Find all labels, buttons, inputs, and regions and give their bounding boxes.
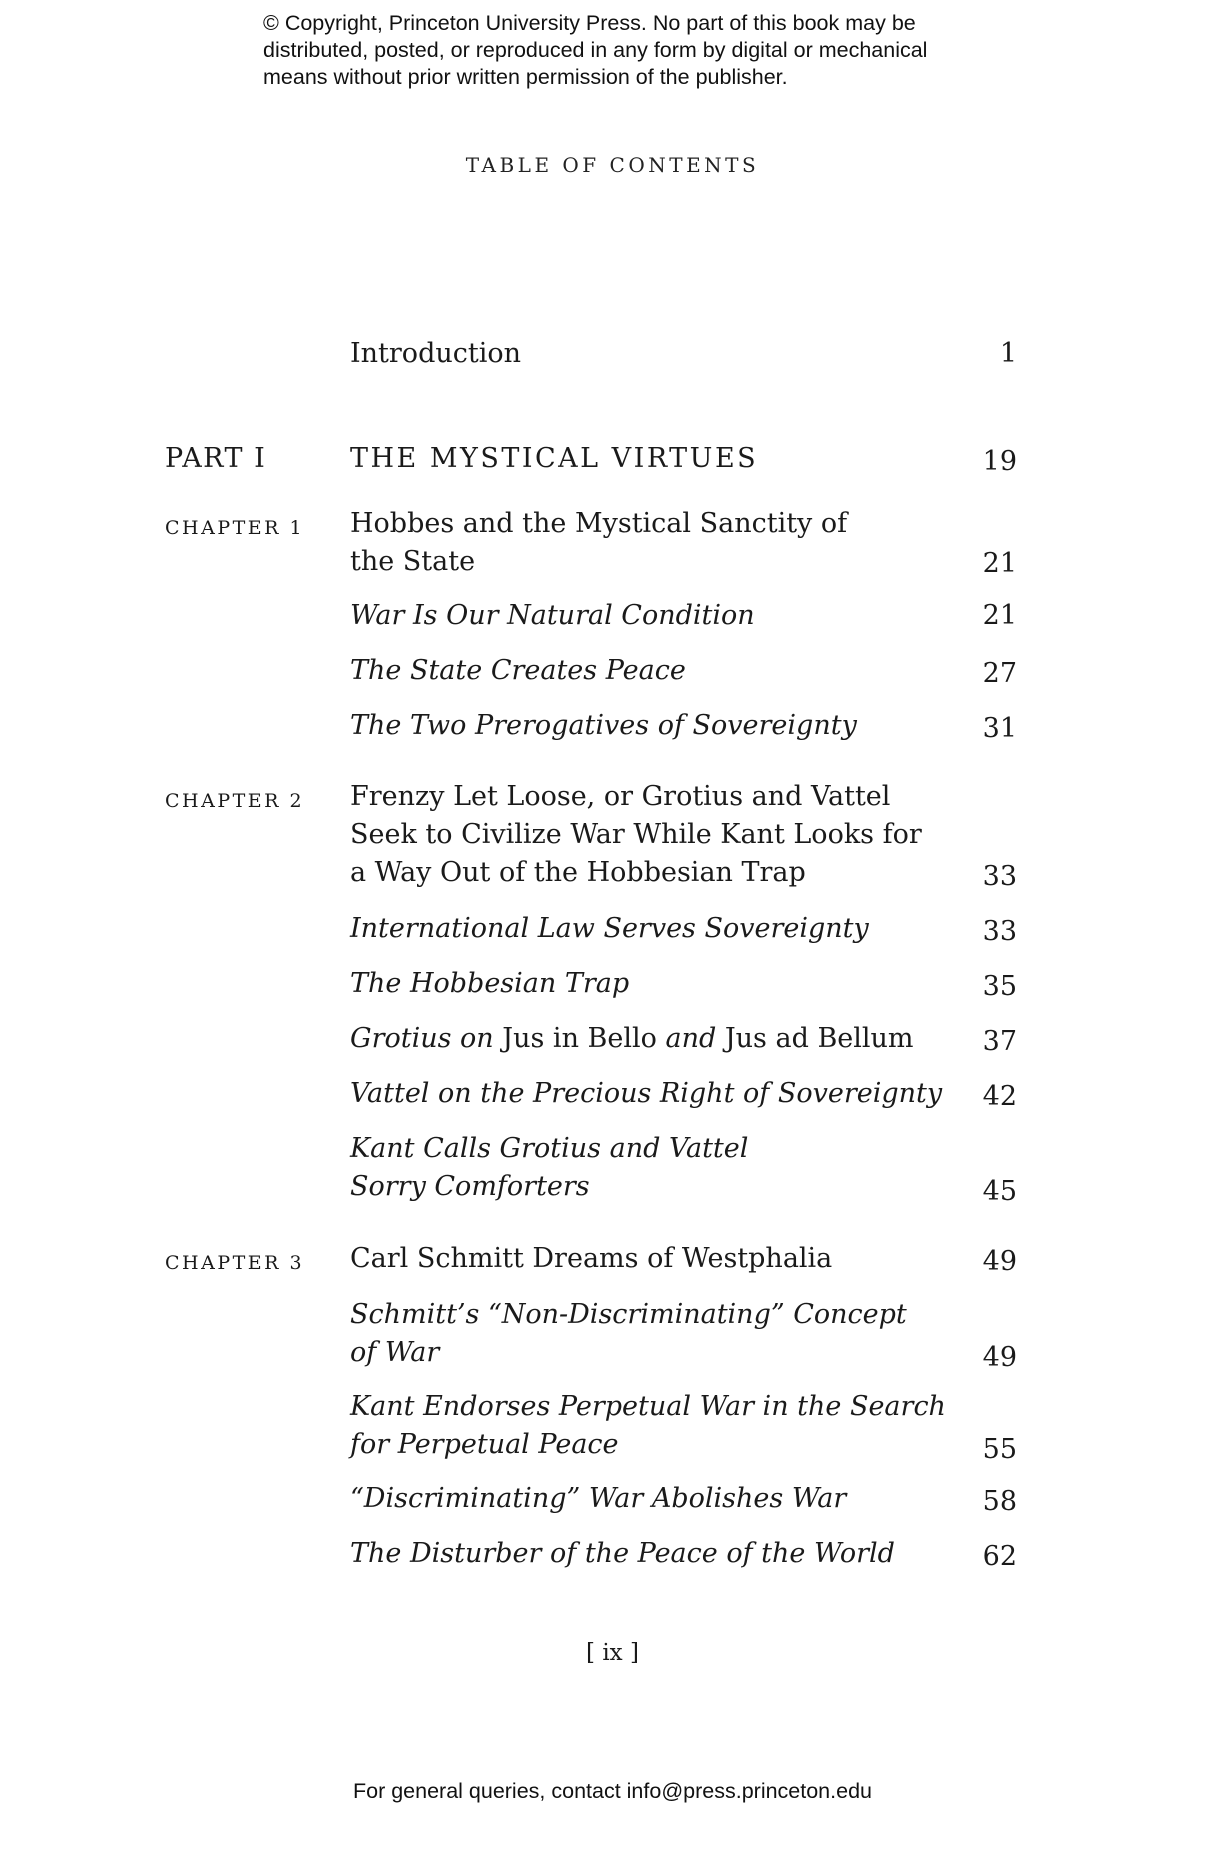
entry-title (350, 1020, 914, 1058)
page-number: 55 (982, 1434, 1017, 1465)
part-label: PART I (165, 443, 267, 474)
entry-title: Introduction (350, 338, 521, 369)
chapter-label: CHAPTER 2 (165, 790, 305, 812)
page-number: 62 (982, 1541, 1017, 1572)
title-roman-part: Jus in Bello (502, 1023, 657, 1054)
title-roman-part: Jus ad Bellum (724, 1023, 914, 1054)
entry-title: Schmitt’s “Non-Discriminating” Concept of War (350, 1299, 907, 1368)
entry-title: THE MYSTICAL VIRTUES (350, 443, 759, 474)
entry-title: Frenzy Let Loose, or Grotius and Vattel Seek to Civilize War While Kant Looks for a Way Out of the Hobbesian Trap (350, 781, 922, 888)
copyright-line: © Copyright, Princeton University Press. No part of this book may be (263, 11, 916, 35)
page-number: 49 (982, 1246, 1017, 1277)
title-italic-part: and (656, 1023, 725, 1054)
page-number: 37 (982, 1026, 1017, 1057)
page-number: 33 (982, 861, 1017, 892)
page-number: 33 (982, 916, 1017, 947)
page-number: 58 (982, 1486, 1017, 1517)
page-number: 35 (982, 971, 1017, 1002)
page-number: 31 (982, 713, 1017, 744)
page-number: 21 (982, 548, 1017, 579)
page-number: 1 (999, 338, 1017, 369)
entry-title: International Law Serves Sovereignty (350, 913, 869, 944)
copyright-line: means without prior written permission of the publisher. (263, 65, 788, 89)
page-number: 21 (982, 600, 1017, 631)
page-number: 45 (982, 1176, 1017, 1207)
title-italic-part: Grotius on (350, 1023, 503, 1054)
copyright-notice (263, 10, 1023, 91)
entry-title: The Hobbesian Trap (350, 968, 630, 999)
page-number: 42 (982, 1081, 1017, 1112)
entry-title: Hobbes and the Mystical Sanctity of the State (350, 508, 848, 577)
chapter-label: CHAPTER 3 (165, 1252, 305, 1274)
entry-title: “Discriminating” War Abolishes War (350, 1483, 847, 1514)
page-number: 27 (982, 658, 1017, 689)
entry-title: The State Creates Peace (350, 655, 686, 686)
footer-contact: For general queries, contact info@press.princeton.edu (352, 1779, 872, 1803)
chapter-label: CHAPTER 1 (165, 517, 305, 539)
entry-title: Carl Schmitt Dreams of Westphalia (350, 1243, 833, 1274)
copyright-line: distributed, posted, or reproduced in any form by digital or mechanical (263, 38, 928, 62)
folio-page-number: [ ix ] (586, 1640, 639, 1666)
entry-title: Vattel on the Precious Right of Sovereignty (350, 1078, 943, 1109)
page-number: 19 (982, 446, 1017, 477)
page-number: 49 (982, 1342, 1017, 1373)
toc-heading: TABLE OF CONTENTS (465, 153, 760, 177)
entry-title: The Two Prerogatives of Sovereignty (350, 710, 857, 741)
entry-title: War Is Our Natural Condition (350, 600, 755, 631)
entry-title: Kant Endorses Perpetual War in the Search for Perpetual Peace (350, 1391, 946, 1460)
entry-title: Kant Calls Grotius and Vattel Sorry Comforters (350, 1133, 749, 1202)
entry-title: The Disturber of the Peace of the World (350, 1538, 895, 1569)
